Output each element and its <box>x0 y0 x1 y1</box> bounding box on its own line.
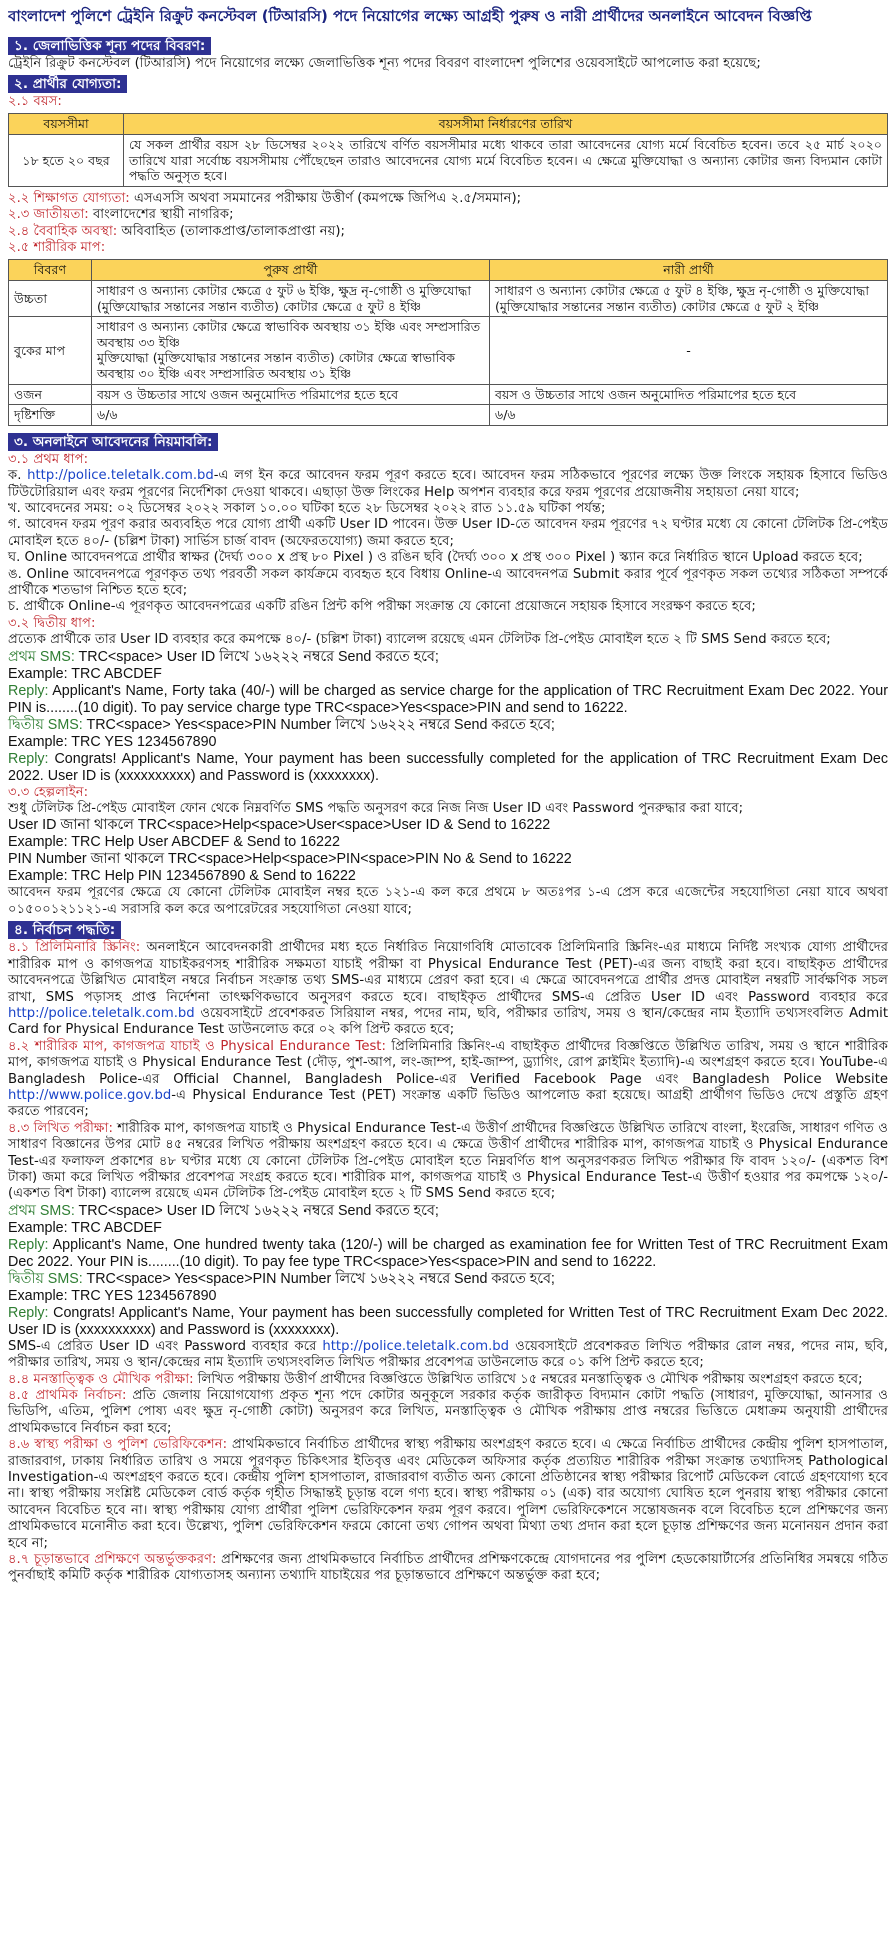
step-cha: চ. প্রার্থীকে Online-এ পূরণকৃত আবেদনপত্রের একটি রঙিন প্রিন্ট কপি পরীক্ষা সংক্রান্ত যে কোনো প্রয়োজনে সহায়ক হিসাবে সংরক্ষণ করতে হবে; <box>8 599 756 615</box>
preliminary-label: ৪.১ প্রিলিমিনারি স্ক্রিনিং: <box>8 940 141 956</box>
helpline-line: PIN Number জানা থাকলে TRC<space>Help<space>PIN<space>PIN No & Send to 16222 <box>8 851 572 868</box>
sms-2-text: TRC<space> Yes<space>PIN Number লিখে ১৬২২২ নম্বরে Send করতে হবে; <box>82 716 555 733</box>
step-2-text: প্রত্যেক প্রার্থীকে তার User ID ব্যবহার করে কমপক্ষে ৪০/- (চল্লিশ টাকা) ব্যালেন্স রয়েছে এমন টেলিটক প্রি-পেইড মোবাইল হতে ২ টি SMS Send করতে হবে; <box>8 632 831 648</box>
reply-1-text: Applicant's Name, One hundred twenty taka (120/-) will be charged as examination fee for Written Test of TRC Recruitment Exam Dec 2022. Your PIN is........(10 digit). To pay fee type TRC<space>Yes<space>PIN and send to 16222. <box>8 1236 888 1270</box>
helpline-text: শুধু টেলিটক প্রি-পেইড মোবাইল ফোন থেকে নিম্নবর্ণিত SMS পদ্ধতি অনুসরণ করে নিজ নিজ User ID এবং Password পুনরুদ্ধার করা যাবে; <box>8 801 744 817</box>
health-verification <box>8 1437 888 1552</box>
admit-text: SMS-এ প্রেরিত User ID এবং Password ব্যবহার করে <box>8 1338 323 1354</box>
example-1: Example: TRC ABCDEF <box>8 665 162 682</box>
education-line <box>8 191 888 207</box>
section-1-text: ট্রেইনি রিক্রুট কনস্টেবল (টিআরসি) পদে নিয়োগের লক্ষ্যে জেলাভিত্তিক শূন্য পদের বিবরণ বাংলাদেশ পুলিশের ওয়েবসাইটে আপলোড করা হয়েছে; <box>8 56 761 71</box>
section-4-heading: ৪. নির্বাচন পদ্ধতি: <box>8 921 121 939</box>
marital-label: ২.৪ বৈবাহিক অবস্থা: <box>8 223 118 239</box>
viva-text: লিখিত পরীক্ষায় উত্তীর্ণ প্রার্থীদের বিজ্ঞপ্তিতে উল্লিখিত তারিখে ১৫ নম্বরের মনস্তাত্ত্বিক ও মৌখিক পরীক্ষায় অংশগ্রহণ করতে হবে; <box>193 1371 863 1387</box>
male-cell: বয়স ও উচ্চতার সাথে ওজন অনুমোদিত পরিমাপের হতে হবে <box>92 384 490 405</box>
helpline-line: User ID জানা থাকলে TRC<space>Help<space>User<space>User ID & Send to 16222 <box>8 817 551 834</box>
row-label: ওজন <box>9 384 92 405</box>
age-table-header: বয়সসীমা নির্ধারণের তারিখ <box>124 113 888 134</box>
age-desc-cell: যে সকল প্রার্থীর বয়স ২৮ ডিসেম্বর ২০২২ তারিখে বর্ণিত বয়সসীমার মধ্যে থাকবে তারা আবেদনের যোগ্য মর্মে বিবেচিত হবেন। তবে ২৫ মার্চ ২০২০ তারিখে যারা সর্বোচ্চ বয়সসীমায় পৌঁছেছেন তারাও আবেদনের যোগ্য মর্মে বিবেচিত হবেন। এ ক্ষেত্রে মুক্তিযোদ্ধা ও অন্যান্য কোটার জন্য বিদ্যমান কোটা পদ্ধতি অনুসৃত হবে। <box>124 135 888 187</box>
step-2-label: ৩.২ দ্বিতীয় ধাপ: <box>8 615 96 631</box>
male-cell: ৬/৬ <box>92 405 490 426</box>
sms-1-text: TRC<space> User ID লিখে ১৬২২২ নম্বরে Send করতে হবে; <box>74 648 439 665</box>
ka-text: -এ লগ ইন করে আবেদন ফরম পূরণ করতে হবে। আবেদন ফরম সঠিকভাবে পূরণের লক্ষ্যে উক্ত লিংকে সহায়ক হিসাবে ভিডিও টিউটোরিয়াল এবং ফরম পূরণের নির্দেশিকা দেওয়া থাকবে। এছাড়া উক্ত লিংকের Help অপশন ব্যবহার করে ফরম পূরণের প্রয়োজনীয় সহায়তা নেয়া যাবে; <box>8 468 888 500</box>
police-website-link[interactable]: http://www.police.gov.bd <box>8 1087 172 1103</box>
section-3-heading: ৩. অনলাইনে আবেদনের নিয়মাবলি: <box>8 433 218 451</box>
sms-1-label: প্রথম SMS: <box>8 1202 75 1219</box>
viva-label: ৪.৪ মনস্তাত্ত্বিক ও মৌখিক পরীক্ষা: <box>8 1371 194 1387</box>
teletalk-link[interactable]: http://police.teletalk.com.bd <box>322 1338 510 1354</box>
reply-label: Reply: <box>8 750 49 767</box>
primary-selection-label: ৪.৫ প্রাথমিক নির্বাচন: <box>8 1388 127 1403</box>
nationality-text: বাংলাদেশের স্থায়ী নাগরিক; <box>88 207 234 223</box>
sms-1-text: TRC<space> User ID লিখে ১৬২২২ নম্বরে Send করতে হবে; <box>74 1202 439 1219</box>
section-1-heading: ১. জেলাভিত্তিক শূন্য পদের বিবরণ: <box>8 37 211 55</box>
reply-2 <box>8 751 888 785</box>
preliminary-text-2: ওয়েবসাইটে প্রবেশকরত সিরিয়াল নম্বর, পদের নাম, ছবি, পরীক্ষার তারিখ, সময় ও স্থান/কেন্দ্রের নাম ইত্যাদি তথ্যসংবলিত Admit Card for Physical Endurance Test ডাউনলোড করে ০২ কপি প্রিন্ট করতে হবে; <box>8 1005 888 1038</box>
table-row <box>9 317 888 384</box>
step-uma: ঙ. Online আবেদনপত্রে পূরণকৃত তথ্য পরবর্তী সকল কার্যক্রমে ব্যবহৃত হবে বিধায় Online-এ আবেদনপত্র Submit করার পূর্বে পূরণকৃত সকল তথ্যের সঠিকতা সম্পর্কে প্রার্থীকে শতভাগ নিশ্চিত হতে হবে; <box>8 566 888 599</box>
male-cell: সাধারণ ও অন্যান্য কোটার ক্ষেত্রে ৫ ফুট ৬ ইঞ্চি, ক্ষুদ্র নৃ-গোষ্ঠী ও মুক্তিযোদ্ধা (মুক্তিযোদ্ধার সন্তানের সন্তান ব্যতীত) কোটার ক্ষেত্রে ৫ ফুট ৪ ইঞ্চি <box>92 281 490 317</box>
sms-2-text: TRC<space> Yes<space>PIN Number লিখে ১৬২২২ নম্বরে Send করতে হবে; <box>82 1270 555 1287</box>
row-label: বুকের মাপ <box>9 317 92 384</box>
physical-test-text-2: -এ Physical Endurance Test (PET) সংক্রান্ত একটি ভিডিও আপলোড করা হয়েছে। আগ্রহী প্রার্থীগণ ভিডিও দেখে প্রস্তুতি গ্রহণ করতে পারবেন; <box>8 1087 888 1120</box>
reply-1 <box>8 1237 888 1271</box>
notice-title: বাংলাদেশ পুলিশে ট্রেইনি রিক্রুট কনস্টেবল (টিআরসি) পদে নিয়োগের লক্ষ্যে আগ্রহী পুরুষ ও নারী প্রার্থীদের অনলাইনে আবেদন বিজ্ঞপ্তি <box>8 7 812 25</box>
primary-selection-text: প্রতি জেলায় নিয়োগযোগ্য প্রকৃত শূন্য পদে কোটার অনুকূলে সরকার কর্তৃক জারীকৃত বিদ্যমান কোটা পদ্ধতি (সাধারণ, মুক্তিযোদ্ধা, আনসার ও ভিডিপি, এতিম, পুলিশ পোষ্য এবং ক্ষুদ্র নৃ-গোষ্ঠী কোটা) অনুসরণ করে লিখিত, মনস্তাত্ত্বিক ও মৌখিক পরীক্ষায় প্রাপ্ত নম্বরের ভিত্তিতে মেধাক্রম অনুযায়ী প্রার্থীদের প্রাথমিকভাবে নির্বাচন করা হবে; <box>8 1388 888 1436</box>
female-cell: বয়স ও উচ্চতার সাথে ওজন অনুমোদিত পরিমাপের হতে হবে <box>490 384 888 405</box>
reply-2-text: Congrats! Applicant's Name, Your payment has been successfully completed for Written Test of TRC Recruitment Exam Dec 2022. User ID is (xxxxxxxxxx) and Password is (xxxxxxxx). <box>8 1304 888 1338</box>
age-table <box>8 113 888 187</box>
teletalk-link[interactable]: http://police.teletalk.com.bd <box>27 468 214 484</box>
physical-test <box>8 1039 888 1121</box>
nationality-label: ২.৩ জাতীয়তা: <box>8 207 89 223</box>
table-row <box>9 384 888 405</box>
helpline-line: Example: TRC Help PIN 1234567890 & Send to 16222 <box>8 868 356 885</box>
admit-text-2: ওয়েবসাইটে প্রবেশকরত লিখিত পরীক্ষার রোল নম্বর, পদের নাম, ছবি, পরীক্ষার তারিখ, সময় ও স্থান/কেন্দ্রের নাম ইত্যাদি তথ্যসংবলিত লিখিত পরীক্ষার প্রবেশপত্র ডাউনলোড করে ০১ কপি প্রিন্ট করতে হবে; <box>8 1338 888 1371</box>
health-text: প্রাথমিকভাবে নির্বাচিত প্রার্থীদের স্বাস্থ্য পরীক্ষায় অংশগ্রহণ করতে হবে। এ ক্ষেত্রে নির্বাচিত প্রার্থীদের কেন্দ্রীয় পুলিশ হাসপাতাল, রাজারবাগ, ঢাকায় নির্ধারিত তারিখ ও সময়ে পূরণকৃত চিকিৎসার ইতিবৃত্ত এবং মেডিকেল অফিসার কর্তৃক প্রত্যয়িত শারীরিক পরীক্ষা সংক্রান্ত তথ্যাদিসহ Pathological Investigation-এ অংশগ্রহণ করতে হবে। কেন্দ্রীয় পুলিশ হাসপাতাল, রাজারবাগ ব্যতীত অন্য কোনো প্রতিষ্ঠানের স্বাস্থ্য পরীক্ষার রিপোর্ট মেডিকেল বোর্ডে গ্রহণযোগ্য হবে না। স্বাস্থ্য পরীক্ষায় সংশ্লিষ্ট মেডিকেল বোর্ড কর্তৃক গৃহীত সিদ্ধান্তই চূড়ান্ত বলে গণ্য হবে। স্বাস্থ্য পরীক্ষায় ০১ (এক) বার অযোগ্য ঘোষিত হলে পুনরায় স্বাস্থ্য পরীক্ষার কোনো আবেদন বিবেচিত হবে না। স্বাস্থ্য পরীক্ষায় যোগ্য প্রার্থীরা পুলিশ ভেরিফিকেশন ফরম পূরণ করবে। পুলিশ ভেরিফিকেশনে সন্তোষজনক বলে বিবেচিত হলে প্রশিক্ষণের জন্য প্রাথমিকভাবে মনোনীত করা হবে। উল্লেখ্য, পুলিশ ভেরিফিকেশন ফরমে কোনো তথ্য গোপন অথবা মিথ্যা তথ্য প্রদান করা হলে চূড়ান্ত প্রশিক্ষণের জন্য মনোনয়ন প্রদান করা হবে না; <box>8 1437 888 1551</box>
helpline-label: ৩.৩ হেল্পলাইন: <box>8 784 89 800</box>
education-label: ২.২ শিক্ষাগত যোগ্যতা: <box>8 191 130 206</box>
preliminary-text: অনলাইনে আবেদনকারী প্রার্থীদের মধ্য হতে নির্ধারিত নিয়োগবিধি মোতাবেক প্রিলিমিনারি স্ক্রিনিং-এর মাধ্যমে নির্দিষ্ট সংখ্যক যোগ্য প্রার্থীদের শারীরিক মাপ ও কাগজপত্র যাচাইকরণসহ শারীরিক সক্ষমতা যাচাই পরীক্ষা বা Physical Endurance Test (PET)-এর জন্য বাছাই করা হবে। বাছাইকৃত প্রার্থীদের আবেদনপত্রে উল্লিখিত মোবাইল নম্বরে নির্বাচন সংক্রান্ত তথ্য SMS-এর মাধ্যমে প্রেরণ করা হবে। এ ক্ষেত্রে আবেদনপত্রে প্রার্থীর প্রদত্ত মোবাইল নম্বরটি সার্বক্ষণিক সচল রাখা, SMS পড়াসহ প্রাপ্ত নির্দেশনা তাৎক্ষণিকভাবে অনুসরণ করতে হবে। বাছাইকৃত প্রার্থীদের SMS-এ প্রেরিত User ID এবং Password ব্যবহার করে <box>8 940 888 1005</box>
ka-prefix: ক. <box>8 468 28 484</box>
preliminary-screening <box>8 940 888 1038</box>
sms-1-line <box>8 649 888 666</box>
viva-test <box>8 1372 888 1388</box>
marital-text: অবিবাহিত (তালাকপ্রাপ্ত/তালাকপ্রাপ্তা নয়); <box>117 223 345 239</box>
reply-1 <box>8 683 888 717</box>
step-ka <box>8 468 888 501</box>
physical-test-label: ৪.২ শারীরিক মাপ, কাগজপত্র যাচাই ও Physical Endurance Test: <box>8 1038 386 1054</box>
admit-card-text <box>8 1339 888 1372</box>
step-1-label: ৩.১ প্রথম ধাপ: <box>8 451 89 467</box>
written-test-label: ৪.৩ লিখিত পরীক্ষা: <box>8 1120 113 1136</box>
primary-selection <box>8 1388 888 1437</box>
sms-1-label: প্রথম SMS: <box>8 648 75 665</box>
physical-table <box>8 259 888 426</box>
example-1: Example: TRC ABCDEF <box>8 1219 162 1236</box>
final-inclusion-text: প্রশিক্ষণের জন্য প্রাথমিকভাবে নির্বাচিত প্রার্থীদের প্রশিক্ষণকেন্দ্রে যোগদানের পর পুলিশ হেডকোয়ার্টার্সের প্রতিনিধির সমন্বয়ে গঠিত পুনর্বাছাই কমিটি কর্তৃক শারীরিক যোগ্যতাসহ অন্যান্য তথ্যাদি যাচাইয়ের পর চূড়ান্তভাবে প্রশিক্ষণে অন্তর্ভুক্ত করা হবে; <box>8 1552 888 1584</box>
sms-1-line <box>8 1203 888 1220</box>
table-row <box>9 405 888 426</box>
age-table-header: বয়সসীমা <box>9 113 124 134</box>
row-label: দৃষ্টিশক্তি <box>9 405 92 426</box>
section-2-heading: ২. প্রার্থীর যোগ্যতা: <box>8 75 127 93</box>
nationality-line <box>8 207 888 223</box>
reply-1-text: Applicant's Name, Forty taka (40/-) will be charged as service charge for the application of TRC Recruitment Exam Dec 2022. Your PIN is........(10 digit). To pay service charge type TRC<space>Yes<space>PIN and send to 16222. <box>8 682 888 716</box>
physical-table-header: নারী প্রার্থী <box>490 259 888 280</box>
helpline-call: আবেদন ফরম পূরণের ক্ষেত্রে যে কোনো টেলিটক মোবাইল নম্বর হতে ১২১-এ কল করে প্রথমে ৮ অতঃপর ১-এ প্রেস করে এজেন্টের সহযোগিতা নেয়া যাবে অথবা ০১৫০০১২১১২১-এ সরাসরি কল করে অপারেটরের সহযোগিতা নেওয়া যাবে; <box>8 885 888 917</box>
education-text: এসএসসি অথবা সমমানের পরীক্ষায় উত্তীর্ণ (কমপক্ষে জিপিএ ২.৫/সমমান); <box>129 191 522 206</box>
written-test-text: শারীরিক মাপ, কাগজপত্র যাচাই ও Physical Endurance Test-এ উত্তীর্ণ প্রার্থীদের বিজ্ঞপ্তিতে উল্লিখিত তারিখে বাংলা, ইংরেজি, সাধারণ গণিত ও সাধারণ বিজ্ঞানের উপর মোট ৪৫ নম্বরের লিখিত পরীক্ষায় অংশগ্রহণ করতে হবে। এ ক্ষেত্রে উত্তীর্ণ প্রার্থীদের শারীরিক মাপ, কাগজপত্র যাচাই ও Physical Endurance Test-এর ফলাফল প্রকাশের ৪৮ ঘণ্টার মধ্যে যে কোনো টেলিটক প্রি-পেইড মোবাইল হতে নিম্নবর্ণিত ধাপ অনুসরণকরত লিখিত পরীক্ষার ফি বাবদ ১২০/- (একশত বিশ টাকা) জমা করে লিখিত পরীক্ষার প্রবেশপত্র সংগ্রহ করতে হবে। শারীরিক মাপ, কাগজপত্র যাচাই ও Physical Endurance Test-এ উত্তীর্ণ হওয়ার পর কমপক্ষে ১২০/- (একশত বিশ টাকা) ব্যালেন্স রয়েছে এমন টেলিটক প্রি-পেইড মোবাইল হতে ২ টি SMS Send করতে হবে; <box>8 1120 888 1202</box>
marital-line <box>8 224 888 240</box>
sms-2-line <box>8 1271 888 1288</box>
sms-2-label: দ্বিতীয় SMS: <box>8 1270 83 1287</box>
age-label: ২.১ বয়স: <box>8 94 62 110</box>
female-cell: - <box>490 317 888 384</box>
female-cell: ৬/৬ <box>490 405 888 426</box>
health-label: ৪.৬ স্বাস্থ্য পরীক্ষা ও পুলিশ ভেরিফিকেশন: <box>8 1437 228 1453</box>
table-row <box>9 281 888 317</box>
physical-label: ২.৫ শারীরিক মাপ: <box>8 240 106 256</box>
sms-2-label: দ্বিতীয় SMS: <box>8 716 83 733</box>
row-label: উচ্চতা <box>9 281 92 317</box>
physical-table-header: পুরুষ প্রার্থী <box>92 259 490 280</box>
age-range-cell: ১৮ হতে ২০ বছর <box>9 135 124 187</box>
helpline-line: Example: TRC Help User ABCDEF & Send to 16222 <box>8 834 340 851</box>
reply-label: Reply: <box>8 1236 49 1253</box>
notice-document <box>8 6 888 1585</box>
sms-2-line <box>8 717 888 734</box>
teletalk-link[interactable]: http://police.teletalk.com.bd <box>8 1005 195 1021</box>
reply-label: Reply: <box>8 1304 49 1321</box>
physical-table-header: বিবরণ <box>9 259 92 280</box>
male-cell: সাধারণ ও অন্যান্য কোটার ক্ষেত্রে স্বাভাবিক অবস্থায় ৩১ ইঞ্চি এবং সম্প্রসারিত অবস্থায় ৩৩ ইঞ্চি মুক্তিযোদ্ধা (মুক্তিযোদ্ধার সন্তানের সন্তান ব্যতীত) কোটার ক্ষেত্রে স্বাভাবিক অবস্থায় ৩০ ইঞ্চি এবং সম্প্রসারিত অবস্থায় ৩১ ইঞ্চি <box>92 317 490 384</box>
final-inclusion <box>8 1552 888 1585</box>
physical-test-text: প্রিলিমিনারি স্ক্রিনিং-এ বাছাইকৃত প্রার্থীদের বিজ্ঞপ্তিতে উল্লিখিত তারিখ, সময় ও স্থানে শারীরিক মাপ, কাগজপত্র যাচাই ও Physical Endurance Test (দৌড়, পুশ-আপ, লং-জাম্প, হাই-জাম্প, ড্র্যাগিং, রোপ ক্লাইমিং ইত্যাদি)-এ অংশগ্রহণ করতে হবে। YouTube-এ Bangladesh Police-এর Official Channel, Bangladesh Police-এর Verified Facebook Page এবং Bangladesh Police Website <box>8 1038 888 1087</box>
female-cell: সাধারণ ও অন্যান্য কোটার ক্ষেত্রে ৫ ফুট ৪ ইঞ্চি, ক্ষুদ্র নৃ-গোষ্ঠী ও মুক্তিযোদ্ধা (মুক্তিযোদ্ধার সন্তানের সন্তান ব্যতীত) কোটার ক্ষেত্রে ৫ ফুট ২ ইঞ্চি <box>490 281 888 317</box>
step-ga: গ. আবেদন ফরম পূরণ করার অব্যবহিত পরে যোগ্য প্রার্থী একটি User ID পাবেন। উক্ত User ID-তে আবেদন ফরম পূরণের ৭২ ঘণ্টার মধ্যে যে কোনো টেলিটক প্রি-পেইড মোবাইল হতে ৪০/- (চল্লিশ টাকা) সার্ভিস চার্জ বাবদ (অফেরতযোগ্য) জমা করতে হবে; <box>8 517 888 549</box>
example-2: Example: TRC YES 1234567890 <box>8 733 217 750</box>
written-test <box>8 1121 888 1203</box>
reply-2-text: Congrats! Applicant's Name, Your payment has been successfully completed for the application of TRC Recruitment Exam Dec 2022. User ID is (xxxxxxxxxx) and Password is (xxxxxxxx). <box>8 750 888 784</box>
step-kha: খ. আবেদনের সময়: ০২ ডিসেম্বর ২০২২ সকাল ১০.০০ ঘটিকা হতে ২৮ ডিসেম্বর ২০২২ রাত ১১.৫৯ ঘটিকা পর্যন্ত; <box>8 501 606 516</box>
reply-2 <box>8 1305 888 1339</box>
final-inclusion-label: ৪.৭ চূড়ান্তভাবে প্রশিক্ষণে অন্তর্ভুক্তকরণ: <box>8 1552 217 1568</box>
reply-label: Reply: <box>8 682 49 699</box>
example-2: Example: TRC YES 1234567890 <box>8 1287 217 1304</box>
step-gha: ঘ. Online আবেদনপত্রে প্রার্থীর স্বাক্ষর (দৈর্ঘ্য ৩০০ x প্রস্থ ৮০ Pixel ) ও রঙিন ছবি (দৈর্ঘ্য ৩০০ x প্রস্থ ৩০০ Pixel ) স্ক্যান করে নির্ধারিত স্থানে Upload করতে হবে; <box>8 550 863 566</box>
